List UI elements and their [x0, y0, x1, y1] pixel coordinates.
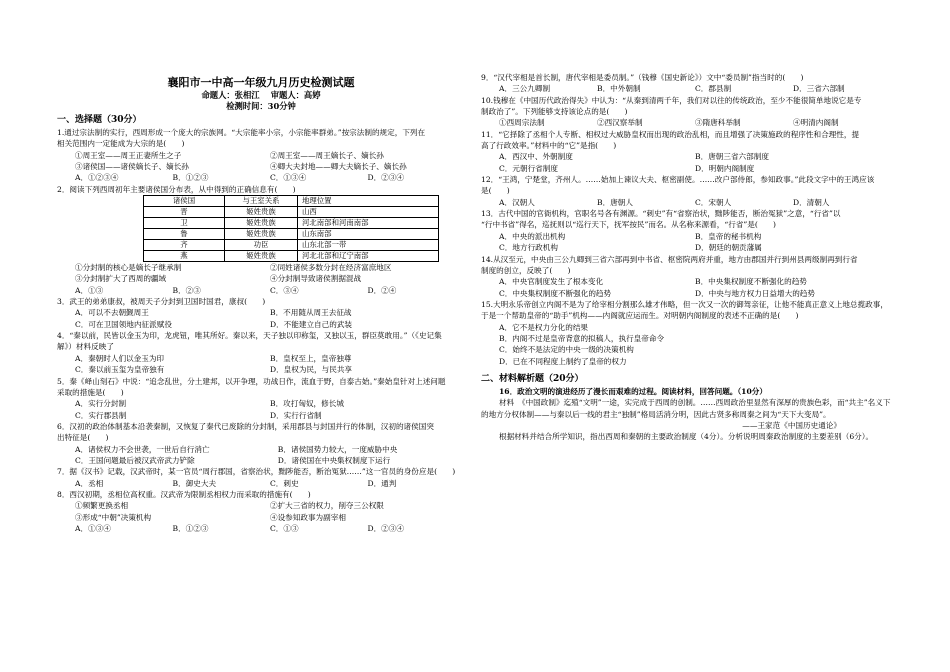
choice-b[interactable]: B．唐朝人: [597, 197, 633, 207]
question-line: 于是一个帮助皇帝的“助手”机构——内阁就应运而生。对明朝内阁制度的表述不正确的是( ): [481, 311, 799, 321]
table-cell: 诸侯国: [144, 196, 225, 207]
choice-b[interactable]: B．①②③: [172, 173, 209, 183]
choice-c[interactable]: C．可在卫国领地内征派赋役: [75, 319, 172, 329]
choice-b[interactable]: B．内阁不过是皇帝背意的拟稿人，执行皇帝命令: [499, 333, 665, 343]
question-line: 1.通过宗法制的实行，西周形成一个庞大的宗族网。“大宗能率小宗，小宗能率群弟。”按宗法制的规定，下列在: [57, 128, 426, 137]
question-line: 9．“汉代宰相是首长制，唐代宰相是委员制。”（钱穆《国史新论》）文中“委员制”指当时的( ): [481, 73, 804, 82]
table-cell: 晋: [144, 207, 225, 218]
question-line: 2．阅读下列西周初年主要诸侯国分布表，从中得到的正确信息有( ): [57, 184, 296, 194]
question-line: 制政治了”。下列能够支持该论点的是( ): [481, 107, 628, 117]
section-2-title: 二、材料解析题（20分）: [481, 373, 584, 384]
choices-row: [481, 83, 891, 94]
choices-row: [57, 285, 465, 296]
options-row: [481, 151, 891, 162]
choice-a[interactable]: A．丞相: [75, 478, 104, 488]
options-row: [481, 231, 891, 242]
question-15: [481, 299, 891, 367]
table-cell: 姬姓贵族: [225, 229, 298, 240]
question-9: [481, 72, 891, 95]
option[interactable]: ③诸侯国——诸侯嫡长子、嫡长孙: [75, 162, 189, 172]
table-row: [144, 218, 439, 229]
question-line: 3．武王的弟弟康叔，被周天子分封到卫国时国君，康叔( ): [57, 297, 266, 307]
question-line: 采取的措施是( ): [57, 387, 124, 397]
spacer: [481, 367, 891, 371]
option[interactable]: ①周王室——周王正妻所生之子: [75, 150, 182, 160]
question-10: [481, 95, 891, 129]
choices-row: [57, 172, 465, 183]
question-line: 13．古代中国的官衙机构，官职名号各有渊源。“刺史”有“省察治状，黜陟能否，断治冤狱”之意，“行省”以: [481, 209, 841, 219]
table-cell: 山东南部: [298, 229, 439, 240]
question-line: 是( ): [481, 186, 510, 196]
option[interactable]: ①频繁更换丞相: [75, 501, 129, 511]
question-13: [481, 208, 891, 253]
question-line: 相关范围内一定能成为大宗的是( ): [57, 139, 185, 149]
choice-c[interactable]: C．元朝行省制度: [499, 163, 558, 173]
question-line: 出特征是( ): [57, 433, 109, 443]
table-cell: 与王室关系: [225, 196, 298, 207]
choice-a[interactable]: A．诸侯权力不会世袭，一世后自行消亡: [75, 444, 210, 454]
choice-a[interactable]: A．西汉中、外朝制度: [499, 152, 573, 162]
question-line: 12．“王鸿，宁楚堂，齐州人。……始加上谏议大夫、枢密副使。……改户部侍郎，参知政事。”此段文字中的王鸿应该: [481, 175, 875, 185]
question-14: [481, 254, 891, 299]
table-cell: 河北北部和辽宁南部: [298, 251, 439, 262]
left-column: [57, 72, 465, 534]
question-2: [57, 184, 465, 296]
choice-b[interactable]: B．唐朝三省六部制度: [695, 152, 769, 162]
material-text: 材料 《中国政制》迄殖“文明”一途，实完成于西周的创制。……西周政治里显然有深厚的贵族色彩，而“共主”名义下的地方分权体制——与秦以后一线的君主“独制”格局活消分明，因此古贤多称周秦之间为“天下大变局”。: [481, 398, 891, 419]
question-line: “行中书省”得名，巡抚则以“巡行天下，抚军按民”而名。从名称来源看，“行省”是( ): [481, 220, 776, 230]
choice-a[interactable]: A．它不是权力分化的结果: [499, 322, 589, 332]
choice-c[interactable]: C．秦以前玉玺为皇帝独有: [75, 365, 165, 375]
choice-b[interactable]: B．中央集权制度不断强化的趋势: [695, 277, 807, 287]
choice-d[interactable]: D．不能建立自己的武装: [270, 319, 353, 329]
choice-d[interactable]: D．通判: [367, 478, 397, 488]
choice-c[interactable]: C．实行郡县制: [75, 410, 127, 420]
choice-d[interactable]: D．已在不同程度上制约了皇帝的权力: [499, 356, 627, 366]
choice-c[interactable]: C．王国问题最后被汉武帝武力铲除: [75, 455, 195, 465]
choice-d[interactable]: D．皇权为民，与民共享: [270, 365, 353, 375]
right-column: [481, 72, 891, 443]
options-row: [57, 307, 465, 318]
options-row: [57, 353, 465, 364]
option[interactable]: ②扩大三省的权力，削夺三公权限: [270, 501, 384, 511]
question-line: 5．秦《峄山刻石》中说：“追念乱世，分土建邦，以开争理，功战日作，流血于野，自泰古始。”秦始皇针对上述问题: [57, 376, 446, 386]
table-cell: 姬姓贵族: [225, 218, 298, 229]
choice-d[interactable]: D．②④: [367, 285, 397, 295]
option[interactable]: ①西周宗法制: [499, 118, 545, 128]
table-cell: 姬姓贵族: [225, 207, 298, 218]
options-row: [57, 512, 465, 523]
question-16-task: 根据材料并结合所学知识，指出西周和秦朝的主要政治制度（4分）。分析说明周秦政治制度的主要差别（6分）。: [499, 432, 874, 442]
vassal-table: [143, 195, 439, 262]
choice-b[interactable]: B．御史大夫: [172, 478, 217, 488]
table-cell: 河北南部和河南南部: [298, 218, 439, 229]
option[interactable]: ③形成“中朝”决策机构: [75, 512, 152, 522]
options-row: [481, 242, 891, 253]
choice-a[interactable]: A．三公九卿制: [499, 84, 551, 94]
choice-a[interactable]: A．秦朝时人们以金玉为印: [75, 353, 165, 363]
choice-b[interactable]: B．不用随从周王去征战: [270, 308, 352, 318]
exam-title: 襄阳市一中高一年级九月历史检测试题: [167, 76, 355, 89]
choice-a[interactable]: A．①③: [75, 285, 104, 295]
table-cell: 鲁: [144, 229, 225, 240]
table-cell: 齐: [144, 240, 225, 251]
options-row: [57, 398, 465, 409]
choice-b[interactable]: B．①②③: [172, 523, 209, 533]
table-cell: 山西: [298, 207, 439, 218]
choice-d[interactable]: D．三省六部制: [793, 84, 845, 94]
choice-c[interactable]: C．始终不是法定的中央一级的决策机构: [499, 345, 634, 355]
option[interactable]: ③隋唐科举制: [695, 118, 741, 128]
options-row: [57, 319, 465, 330]
choices-row: [57, 523, 465, 534]
question-12: [481, 174, 891, 208]
choice-d[interactable]: D．中央与地方权力日益增大的趋势: [695, 288, 815, 298]
exam-authors: 命题人：张相江 审题人：高婷: [201, 90, 321, 100]
choice-d[interactable]: D．清朝人: [793, 197, 830, 207]
options-row: [57, 410, 465, 421]
choices-row: [481, 117, 891, 128]
question-8: [57, 489, 465, 534]
option[interactable]: ③分封制扩大了西周的疆域: [75, 274, 167, 284]
choice-c[interactable]: C．中央集权制度不断强化的趋势: [499, 288, 612, 298]
choice-c[interactable]: C．地方行政机构: [499, 243, 558, 253]
question-3: [57, 296, 465, 330]
question-7: [57, 466, 465, 489]
options-row: [57, 455, 465, 466]
choice-a[interactable]: A．中央的派出机构: [499, 231, 566, 241]
question-line: 4．“秦以前，民皆以金玉为印，龙虎钮，唯其所好。秦以来，天子独以印称玺，又独以玉，群臣莫敢用。”（《史记集: [57, 331, 442, 341]
option[interactable]: ①分封制的核心是嫡长子继承制: [75, 263, 182, 273]
section-1-title: 一、选择题（30分）: [57, 115, 142, 125]
options-row: [57, 273, 465, 284]
option[interactable]: ④分封制导致诸侯割据混战: [270, 274, 362, 284]
question-6: [57, 421, 465, 466]
option[interactable]: ②同姓诸侯多数分封在经济富庶地区: [270, 263, 392, 273]
choice-a[interactable]: A．汉朝人: [499, 197, 535, 207]
choice-a[interactable]: A．①②③④: [75, 173, 119, 183]
options-row: [57, 444, 465, 455]
question-4: [57, 330, 465, 375]
choice-b[interactable]: B．诸侯国势力较大，一度威胁中央: [277, 444, 398, 454]
choice-b[interactable]: B．中外朝制: [597, 84, 641, 94]
choice-b[interactable]: B．攻打匈奴，修长城: [270, 399, 344, 409]
options-row: [481, 276, 891, 287]
question-16-heading: 16．政治文明的演进经历了漫长而艰难的过程。阅读材料，回答问题。（10分）: [499, 386, 767, 396]
choice-a[interactable]: A．实行分封制: [75, 399, 127, 409]
choice-b[interactable]: B．皇权至上，皇帝独尊: [270, 353, 352, 363]
question-line: 10.钱穆在《中国历代政治得失》中认为：“从秦到清两千年，我们对以往的传统政治，至少不能很简单地说它是专: [481, 95, 862, 105]
choice-a[interactable]: A．①③④: [75, 523, 111, 533]
choices-row: [57, 478, 465, 489]
table-header-row: [144, 196, 439, 207]
choice-b[interactable]: B．皇帝的秘书机构: [695, 231, 762, 241]
options-row: [57, 500, 465, 511]
table-cell: 山东北部一带: [298, 240, 439, 251]
question-line: 高了行政效率。”材料中的“它”是指( ): [481, 141, 617, 151]
question-5: [57, 376, 465, 421]
choice-a[interactable]: A．中央官制度发生了根本变化: [499, 277, 604, 287]
table-row: [144, 240, 439, 251]
question-line: 制度的创立，反映了( ): [481, 265, 571, 275]
option[interactable]: ④卿大夫封地——卿大夫嫡长子、嫡长孙: [270, 162, 407, 172]
choice-b[interactable]: B．②③: [172, 285, 201, 295]
choice-c[interactable]: C．①③④: [270, 173, 307, 183]
choice-c[interactable]: C．宋朝人: [695, 197, 732, 207]
choice-a[interactable]: A．可以不去朝觐周王: [75, 308, 149, 318]
question-line: 14.从汉至元，中央由三公九卿到三省六部再到中书省、枢密院两府并重，地方由郡国并行到州县两级制再到行省: [481, 254, 858, 264]
options-row: [57, 150, 465, 161]
choice-d[interactable]: D．朝廷的朝贡藩属: [695, 243, 762, 253]
question-11: [481, 129, 891, 174]
option[interactable]: ④设参知政事为副宰相: [270, 512, 346, 522]
question-line: 7．据《汉书》记载，汉武帝时，某一官员“周行郡国，省察治状，黜陟能否，断治冤狱……”这一官员的身份应是( ): [57, 467, 456, 477]
choice-d[interactable]: D．实行行省制: [270, 410, 322, 420]
question-line: 11．“它择除了丞相个人专断、相权过大威胁皇权而出现的政治乱相，而且增强了决策施政的程序性和合理性，提: [481, 129, 860, 139]
question-line: 15.大明永乐帝创立内阁不是为了给宰相分割那么雄才伟略，但一次又一次的御驾亲征，让他不能真正意义上地总揽政事，: [481, 299, 888, 309]
options-row: [57, 364, 465, 375]
table-row: [144, 251, 439, 262]
options-row: [57, 262, 465, 273]
table-cell: 姬姓贵族: [225, 251, 298, 262]
table-cell: 地理位置: [298, 196, 439, 207]
table-row: [144, 207, 439, 218]
material-source: ——王家范《中国历史通论》: [742, 420, 841, 430]
choice-d[interactable]: D．②③④: [367, 523, 404, 533]
choice-c[interactable]: C．③④: [270, 285, 299, 295]
choices-row: [481, 197, 891, 208]
exam-time: 检测时间：30分钟: [226, 101, 296, 111]
table-row: [144, 229, 439, 240]
choice-c[interactable]: C．①③: [270, 523, 299, 533]
choice-c[interactable]: C．郡县制: [695, 84, 732, 94]
options-row: [481, 288, 891, 299]
choice-d[interactable]: D．明朝内阁制度: [695, 163, 755, 173]
table-cell: 功臣: [225, 240, 298, 251]
option[interactable]: ④明清内阁制: [793, 118, 839, 128]
question-1: [57, 127, 465, 184]
choice-d[interactable]: D．②③④: [367, 173, 404, 183]
question-line: 6．汉初的政治体制基本沿袭秦制，又恢复了秦代已废除的分封制，采用郡县与封国并行的体制，汉初的诸侯国突: [57, 421, 434, 431]
question-line: 解》）材料反映了: [57, 342, 114, 352]
table-cell: 卫: [144, 218, 225, 229]
choice-d[interactable]: D．诸侯国在中央集权制度下运行: [277, 455, 391, 465]
options-row: [57, 161, 465, 172]
option[interactable]: ②周王室——周王嫡长子、嫡长孙: [270, 150, 384, 160]
choice-c[interactable]: C．刺史: [270, 478, 299, 488]
question-line: 8．西汉初期，丞相位高权重。汉武帝为限制丞相权力而采取的措施有( ): [57, 489, 311, 499]
options-row: [481, 163, 891, 174]
table-cell: 燕: [144, 251, 225, 262]
option[interactable]: ②西汉察举制: [597, 118, 643, 128]
